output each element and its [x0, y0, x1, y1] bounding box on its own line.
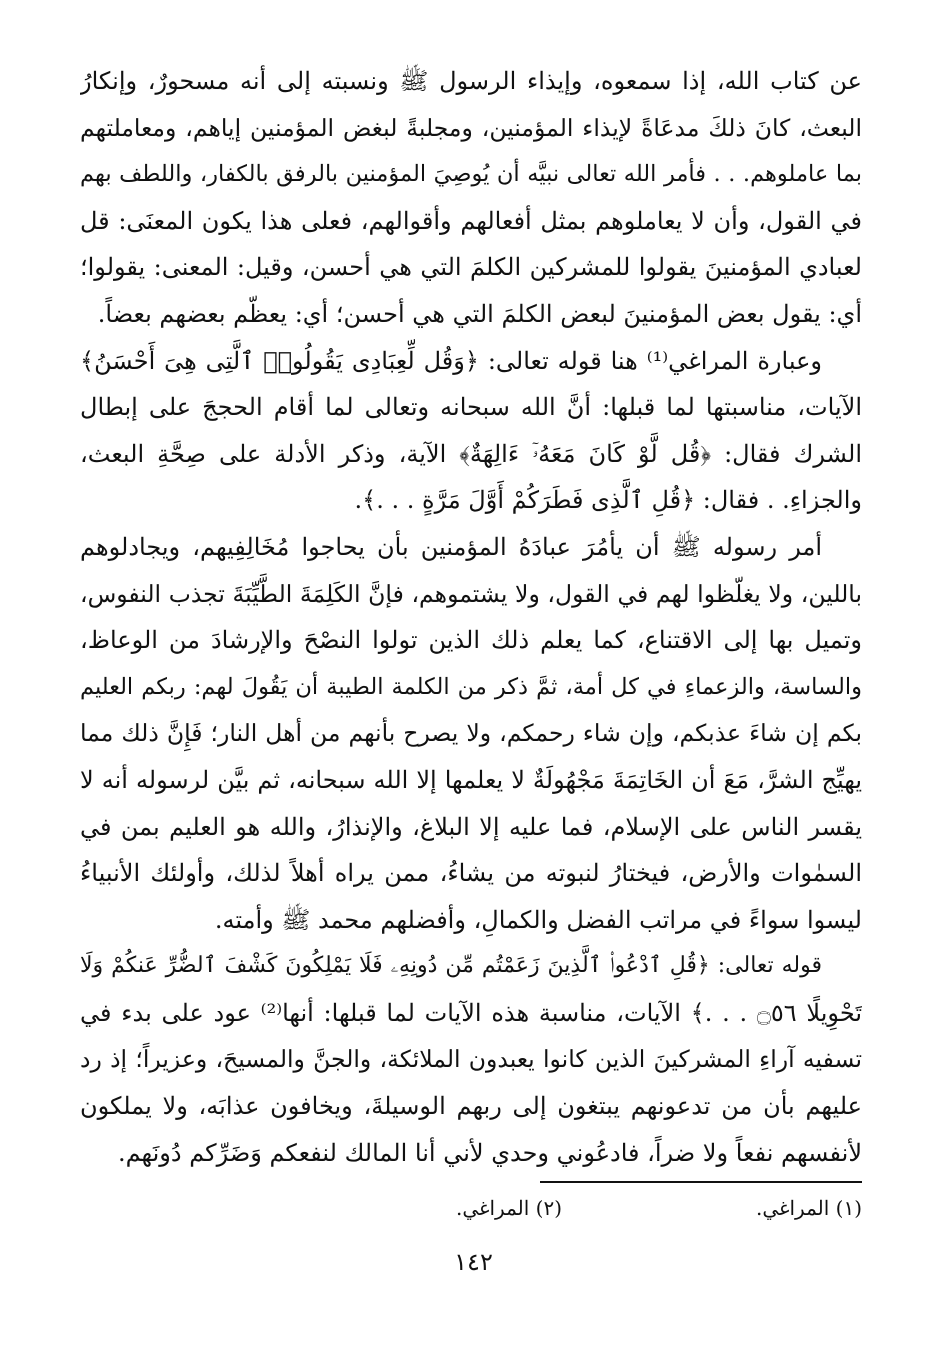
text-line: باللين، ولا يغلّظوا لهم في القول، ولا يشتموهم، فإنَّ الكَلِمَةَ الطَّيِّبَةَ تجذب النفوس، — [80, 579, 862, 608]
text-line: يقسر الناس على الإسلام، فما عليه إلا البلاغ، والإنذارُ، والله هو العليم بمن في — [80, 812, 862, 841]
text-line: السمٰوات والأرض، فيختارُ لنبوته من يشاءُ، ممن يراه أهلاً لذلك، وأولئك الأنبياءُ — [80, 859, 862, 888]
text-line: البعث، كانَ ذلكَ مدعَاةً لإيذاء المؤمنين، ومجلبةً لبغض المؤمنين إياهم، ومعاملتهم — [80, 113, 862, 142]
text-line: تَحْوِيلًا ۝٥٦ . . .﴾ الآيات، مناسبة هذه الآيات لما قبلها: أنها⁽²⁾ عود على بدء في — [80, 998, 862, 1027]
text-line: لعبادي المؤمنينَ يقولوا للمشركين الكلمَ التي هي أحسن، وقيل: المعنى: يقولوا؛ — [80, 253, 862, 282]
text-line: لأنفسهم نفعاً ولا ضراً، فادعُوني وحدي لأني أنا المالك لنفعكم وَضَرِّكم دُونَهم. — [117, 1138, 862, 1167]
text-line: الشرك فقال: ﴿قُل لَّوْ كَانَ مَعَهُۥٓ ءَالِهَةٌ﴾ الآية، وذكر الأدلة على صِحَّةِ البعث، — [80, 439, 862, 468]
text-line: عن كتاب الله، إذا سمعوه، وإيذاء الرسول ﷺ ونسبته إلى أنه مسحورٌ، وإنكارُ — [80, 67, 862, 95]
text-line: وعبارة المراغي⁽¹⁾ هنا قوله تعالى: ﴿وَقُل لِّعِبَادِى يَقُولُوا۟ ٱلَّتِى هِىَ أَحْسَنُ﴾ — [80, 346, 822, 375]
body-text — [80, 58, 862, 1176]
footnote-1: (١) المراغي. — [755, 1196, 862, 1220]
footnote-divider — [540, 1181, 862, 1183]
text-line: يهيِّج الشرَّ، مَعَ أن الخَاتِمَةَ مَجْهُولَةٌ لا يعلمها إلا الله سبحانه، ثم بيَّن لرسوله أنه لا — [80, 765, 862, 794]
text-line: والساسة، والزعماءِ في كل أمة، ثمَّ ذكر من الكلمة الطيبة أن يَقُولَ لهم: ربكم العليم — [80, 673, 862, 700]
footnote-2: (٢) المراغي. — [455, 1196, 562, 1220]
text-line: أمر رسوله ﷺ أن يأمُرَ عبادَهُ المؤمنين بأن يحاجوا مُخَالِفِيهم، ويجادلوهم — [80, 532, 822, 561]
text-line: وتميل بها إلى الاقتناع، كما يعلم ذلك الذين تولوا النصْحَ والإرشادَ من الوعاظ، — [80, 626, 862, 655]
text-line: بما عاملوهم. . . فأمر الله تعالى نبيَّه أن يُوصِيَ المؤمنين بالرفق بالكفار، واللطف بهم — [80, 161, 862, 188]
text-line: بكم إن شاءَ عذبكم، وإن شاء رحمكم، ولا يصرح بأنهم من أهل النار؛ فَإِنَّ ذلك مما — [80, 719, 862, 748]
text-line: عليهم بأن من تدعونهم يبتغون إلى ربهم الوسيلةَ، ويخافون عذابَه، ولا يملكون — [80, 1092, 862, 1121]
text-line: قوله تعالى: ﴿قُلِ ٱدْعُوا۟ ٱلَّذِينَ زَعَمْتُم مِّن دُونِهِۦ فَلَا يَمْلِكُونَ كَشْفَ ٱلضُّرِّ عَنكُمْ وَلَا — [80, 953, 822, 979]
text-line: في القول، وأن لا يعاملوهم بمثل أفعالهم وأقوالهم، فعلى هذا يكون المعنَى: قل — [80, 206, 862, 235]
text-line: ليسوا سواءً في مراتب الفضل والكمالِ، وأفضلهم محمد ﷺ وأمته. — [214, 905, 862, 934]
text-line: أي: يقول بعض المؤمنينَ لبعض الكلمَ التي هي أحسن؛ أي: يعظّم بعضهم بعضاً. — [97, 299, 862, 328]
text-line: تسفيه آراءِ المشركينَ الذين كانوا يعبدون الملائكة، والجنَّ والمسيحَ، وعزيراً؛ إذ رد — [80, 1045, 862, 1074]
page-number: ١٤٢ — [454, 1248, 493, 1276]
footnotes — [80, 1190, 862, 1226]
text-line: والجزاءِ. . فقال: ﴿قُلِ ٱلَّذِى فَطَرَكُمْ أَوَّلَ مَرَّةٍ . . .﴾. — [354, 486, 862, 515]
text-line: الآيات، مناسبتها لما قبلها: أنَّ الله سبحانه وتعالى لما أقام الحججَ على إبطال — [80, 393, 862, 422]
